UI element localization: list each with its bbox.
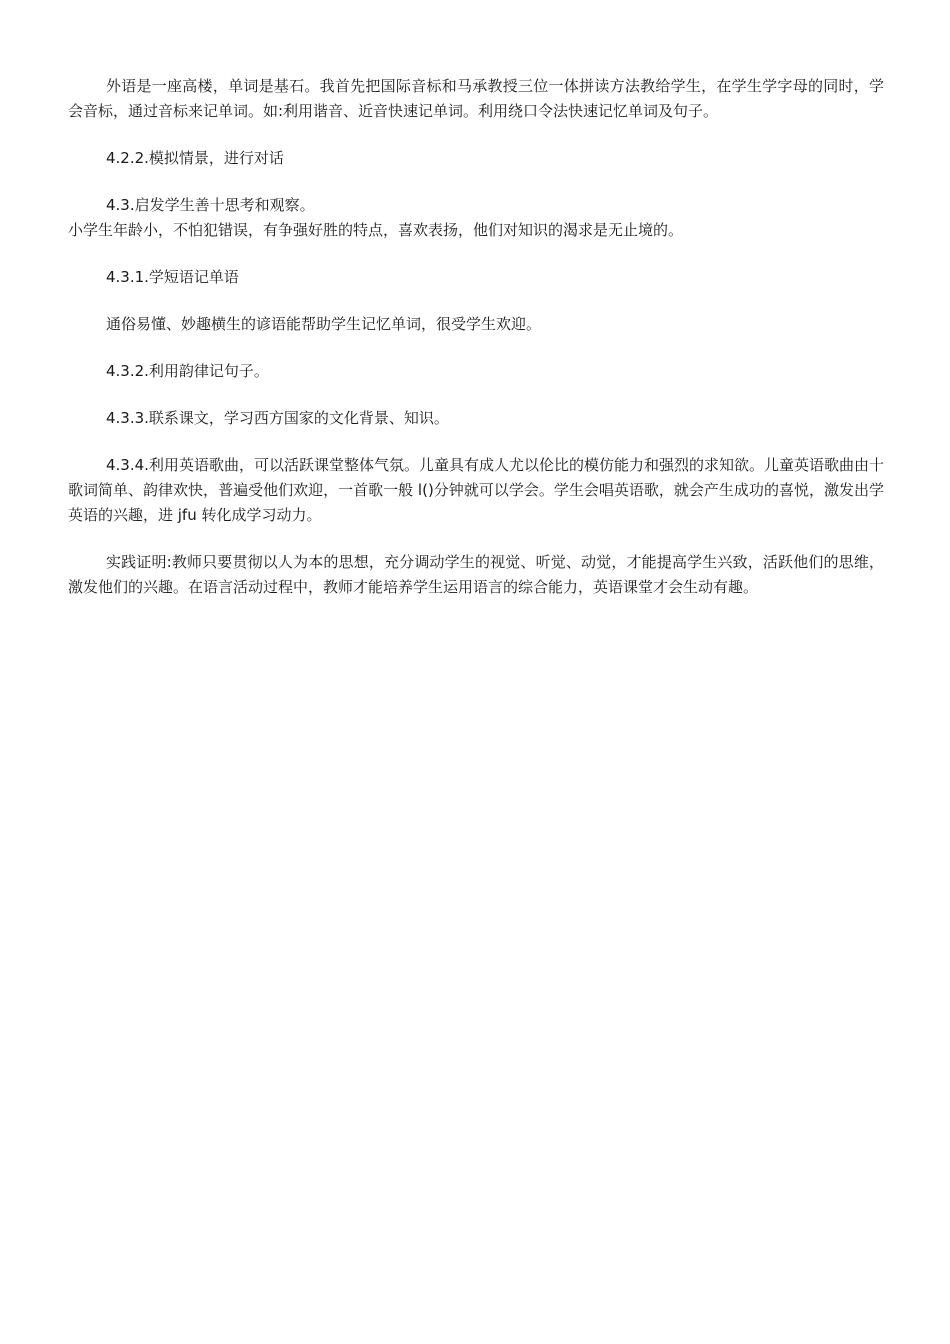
paragraph-english-songs: 4.3.4.利用英语歌曲，可以活跃课堂整体气氛。儿童具有成人尤以伦比的模仿能力和强烈的求知欲。儿童英语歌曲由十歌词简单、韵律欢快，普遍受他们欢迎，一首歌一般 l()分钟就可以学会。学生会唱英语歌，就会产生成功的喜悦，激发出学英语的兴趣，进 jfu 转化成学习动力。 xyxy=(68,456,884,524)
paragraph-conclusion: 实践证明:教师只要贯彻以人为本的思想，充分调动学生的视觉、听觉、动觉，才能提高学生兴致，活跃他们的思维，激发他们的兴趣。在语言活动过程中，教师才能培养学生运用语言的综合能力，英语课堂才会生动有趣。 xyxy=(68,553,884,596)
paragraph-proverbs: 通俗易懂、妙趣横生的谚语能帮助学生记忆单词，很受学生欢迎。 xyxy=(106,315,542,333)
section-heading-4-3-3: 4.3.3.联系课文，学习西方国家的文化背景、知识。 xyxy=(106,409,449,427)
section-heading-4-2-2: 4.2.2.模拟情景，进行对话 xyxy=(106,149,284,167)
section-heading-4-3-1: 4.3.1.学短语记单语 xyxy=(106,268,239,286)
section-heading-4-3-2: 4.3.2.利用韵律记句子。 xyxy=(106,362,269,380)
paragraph-vocabulary-foundation: 外语是一座高楼，单词是基石。我首先把国际音标和马承教授三位一体拼读方法教给学生，在学生学字母的同时，学会音标，通过音标来记单词。如:利用谐音、近音快速记单词。利用绕口令法快速记忆单词及句子。 xyxy=(68,77,884,120)
document-page xyxy=(68,74,884,622)
paragraph-pupil-traits: 小学生年龄小，不怕犯错误，有争强好胜的特点，喜欢表扬，他们对知识的渴求是无止境的。 xyxy=(68,221,684,239)
section-heading-4-3: 4.3.启发学生善十思考和观察。 xyxy=(106,196,315,214)
